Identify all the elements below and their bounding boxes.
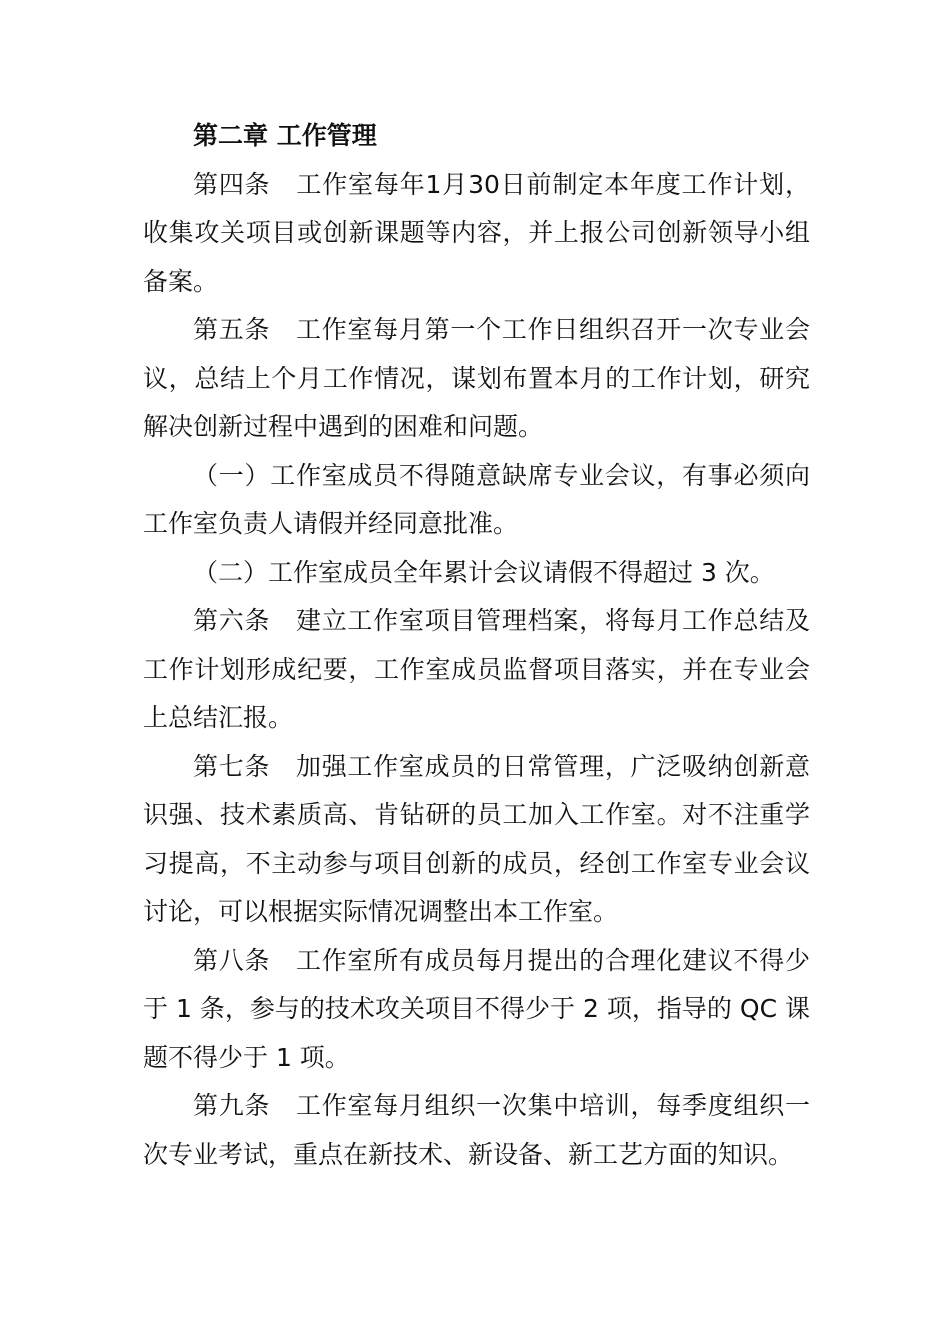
chapter-heading: 第二章 工作管理	[193, 121, 377, 150]
article-8: 第八条 工作室所有成员每月提出的合理化建议不得少于 1 条，参与的技术攻关项目不得少于 2 项，指导的 QC 课题不得少于 1 项。	[143, 945, 810, 1072]
article-6: 第六条 建立工作室项目管理档案，将每月工作总结及工作计划形成纪要，工作室成员监督项目落实，并在专业会上总结汇报。	[143, 606, 810, 732]
article-4: 第四条 工作室每年1月30日前制定本年度工作计划，收集攻关项目或创新课题等内容，并上报公司创新领导小组备案。	[143, 169, 810, 296]
article-5-clause-2: （二）工作室成员全年累计会议请假不得超过 3 次。	[193, 557, 775, 587]
article-5-clause-1: （一）工作室成员不得随意缺席专业会议，有事必须向工作室负责人请假并经同意批准。	[143, 460, 810, 538]
article-9: 第九条 工作室每月组织一次集中培训，每季度组织一次专业考试，重点在新技术、新设备、新工艺方面的知识。	[143, 1091, 810, 1169]
document-body	[143, 112, 810, 1179]
article-7: 第七条 加强工作室成员的日常管理，广泛吸纳创新意识强、技术素质高、肯钻研的员工加入工作室。对不注重学习提高，不主动参与项目创新的成员，经创工作室专业会议讨论，可以根据实际情况调整出本工作室。	[143, 751, 810, 926]
article-5: 第五条 工作室每月第一个工作日组织召开一次专业会议，总结上个月工作情况，谋划布置本月的工作计划，研究解决创新过程中遇到的困难和问题。	[143, 315, 810, 441]
